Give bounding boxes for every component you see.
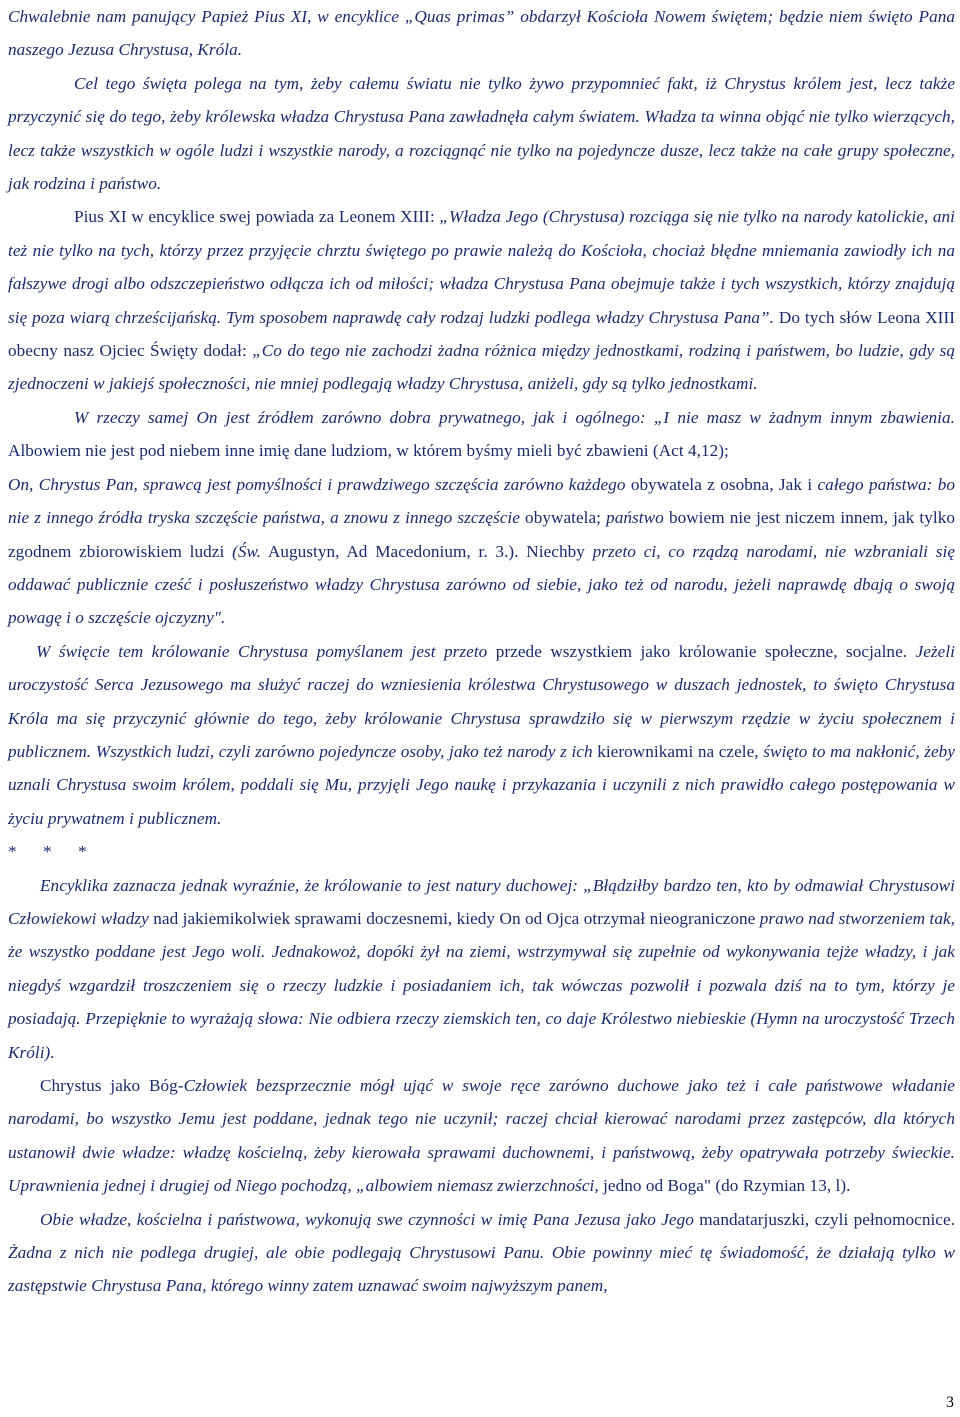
section-separator <box>8 835 955 868</box>
paragraph-text: Pius XI w encyklice swej powiada za Leonem XIII: <box>74 207 440 227</box>
paragraph-text: Obie władze, kościelna i państwowa, wykonują swe czynności w imię Pana Jezusa jako Jego <box>40 1209 700 1229</box>
paragraph-text: bowiem nie jest niczem innem, jak tylko zgodnem zbiorowiskiem ludzi <box>8 508 955 561</box>
quote-text: prawo nad stworzeniem tak, że wszystko poddane jest Jego woli. Jednakowoż, dopóki żył na ziemi, wstrzymywał się zupełnie od wykonywania tejże władzy, i jak niegdyś wzgardził troszczeniem się o rzeczy ludzkie i posiadaniem ich, tak wówczas pozwolił i pozwala dziś na to tym, którzy je posiadają. Przepięknie to wyrażają słowa: Nie odbiera rzeczy ziemskich ten, co daje Królestwo niebieskie (Hymn na uroczystość Trzech Króli). <box>8 908 956 1062</box>
quote-text: „Władza Jego (Chrystusa) rozciąga się nie tylko na narody katolickie, ani też nie tylko na tych, którzy przez przyjęcie chrztu świętego po prawie należą do Kościoła, chociaż błędne mniemania zawiodły ich na fałszywe drogi albo odszczepieństwo odłącza ich od miłości; władza Chrystusa Pana obejmuje także i tych wszystkich, którzy znajdują się poza wiarą chrześcijańską. Tym sposobem naprawdę cały rodzaj ludzki podlega władzy Chrystusa Pana”. <box>8 207 955 327</box>
quote-text: (Św. <box>232 541 262 561</box>
paragraph-text: Albowiem nie jest pod niebem inne imię dane ludziom, w którem byśmy mieli być zbawieni (Act 4,12); <box>8 441 729 461</box>
paragraph-text: święto to ma nakłonić, żeby uznali Chrystusa swoim królem, poddali się Mu, przyjęli Jego naukę i przykazania i uczynili z nich prawidło całego postępowania w życiu prywatnem i publicznem. <box>8 741 956 828</box>
paragraph-6 <box>8 635 955 835</box>
paragraph-2 <box>8 67 955 201</box>
paragraph-8 <box>8 1069 955 1203</box>
quote-text: „Co do tego nie zachodzi żadna różnica między jednostkami, rodziną i państwem, bo ludzie, gdy są zjednoczeni w jakiejś społeczności, nie mniej podlegają władzy Chrystusa, aniżeli, gdy są tylko jednostkami. <box>8 341 955 394</box>
quote-text: całego państwa: bo nie z innego źródła tryska szczęście państwa, a znowu z innego szczęście <box>8 474 955 528</box>
document-body <box>8 0 955 1303</box>
paragraph-text: Do tych słów Leona XIII obecny nasz Ojciec Święty dodał: <box>8 307 955 361</box>
paragraph-1 <box>8 0 955 67</box>
paragraph-9 <box>8 1203 955 1303</box>
citation-text: jedno od Boga" (do Rzymian 13, l). <box>598 1176 851 1196</box>
citation-text: Augustyn, Ad Macedonium, r. 3.). Niechby <box>261 541 585 561</box>
paragraph-text: obywatela; <box>525 508 607 528</box>
paragraph-text: Chwalebnie nam panujący Papież Pius XI, w encyklice „Quas primas” obdarzył Kościoła Nowem świętem; będzie niem święto Pana naszego Jezusa Chrystusa, Króla. <box>8 7 955 60</box>
paragraph-text: W święcie tem królowanie Chrystusa pomyślanem jest przeto <box>36 641 496 661</box>
paragraph-text: kierownikami na czele, <box>597 741 764 761</box>
paragraph-text: Chrystus jako Bóg- <box>40 1076 184 1095</box>
paragraph-text: Cel tego święta polega na tym, żeby całemu światu nie tylko żywo przypomnieć fakt, iż Chrystus królem jest, lecz także przyczynić się do tego, żeby królewska władza Chrystusa Pana zawładnęła całym światem. Władza ta winna objąć nie tylko wierzących, lecz także wszystkich w ogóle ludzi i wszystkie narody, a rozciągnąć nie tylko na pojedyncze dusze, lecz także na całe grupy społeczne, jak rodzina i państwo. <box>8 73 955 194</box>
paragraph-3 <box>8 200 955 400</box>
paragraph-text: przede wszystkiem jako królowanie społeczne, socjalne. <box>495 641 908 661</box>
paragraph-text: Żadna z nich nie podlega drugiej, ale obie podlegają Chrystusowi Panu. Obie powinny mieć tę świadomość, że działają tylko w zastępstwie Chrystusa Pana, którego winny zatem uznawać swoim najwyższym panem, <box>8 1243 955 1296</box>
paragraph-5 <box>8 468 955 635</box>
quote-text: przeto ci, co rządzą narodami, nie wzbraniali się oddawać publicznie cześć i posłuszeństwo władzy Chrystusa zarówno od siebie, jako też od narodu, jeżeli naprawdę dbają o swoją powagę i o szczęście ojczyzny". <box>8 541 956 628</box>
page-number: 3 <box>946 1394 954 1411</box>
quote-text: państwo <box>606 508 669 528</box>
quote-text: Encyklika zaznacza jednak wyraźnie, że królowanie to jest natury duchowej: „Błądziłby bardzo ten, kto by odmawiał Chrystusowi Człowiekowi władzy <box>8 875 955 928</box>
separator-stars: * * * <box>8 842 87 862</box>
paragraph-text: nad jakiemikolwiek sprawami doczesnemi, kiedy On od Ojca otrzymał nieograniczone <box>148 908 760 928</box>
paragraph-text: Jeżeli uroczystość Serca Jezusowego ma służyć raczej do wzniesienia królestwa Chrystusowego w duszach jednostek, to święto Chrystusa Króla ma się przyczynić głównie do tego, żeby królowanie Chrystusa sprawdziło się w pierwszym rzędzie w życiu społecznem i publicznem. Wszystkich ludzi, czyli zarówno pojedyncze osoby, jako też narody z ich <box>8 641 956 761</box>
paragraph-text: mandatarjuszki, czyli pełnomocnice. <box>699 1209 955 1229</box>
quote-text: W rzeczy samej On jest źródłem zarówno dobra prywatnego, jak i ogólnego: „I nie masz w żadnym innym zbawienia. <box>74 407 955 427</box>
quote-text: On, Chrystus Pan, sprawcą jest pomyślności i prawdziwego szczęścia zarówno każdego <box>8 474 631 494</box>
paragraph-4 <box>8 401 955 468</box>
paragraph-text: obywatela z osobna, Jak i <box>630 474 813 494</box>
paragraph-7 <box>8 869 955 1069</box>
paragraph-text: Człowiek bezsprzecznie mógł ująć w swoje ręce zarówno duchowe jako też i całe państwowe władanie narodami, bo wszystko Jemu jest poddane, jednak tego nie uczynił; raczej chciał kierować narodami przez zastępców, dla których ustanowił dwie władze: władzę kościelną, żeby kierowała sprawami duchownemi, i państwową, żeby opatrywała potrzeby świeckie. Uprawnienia jednej i drugiej od Niego pochodzą, „albowiem niemasz zwierzchności, <box>8 1076 955 1196</box>
